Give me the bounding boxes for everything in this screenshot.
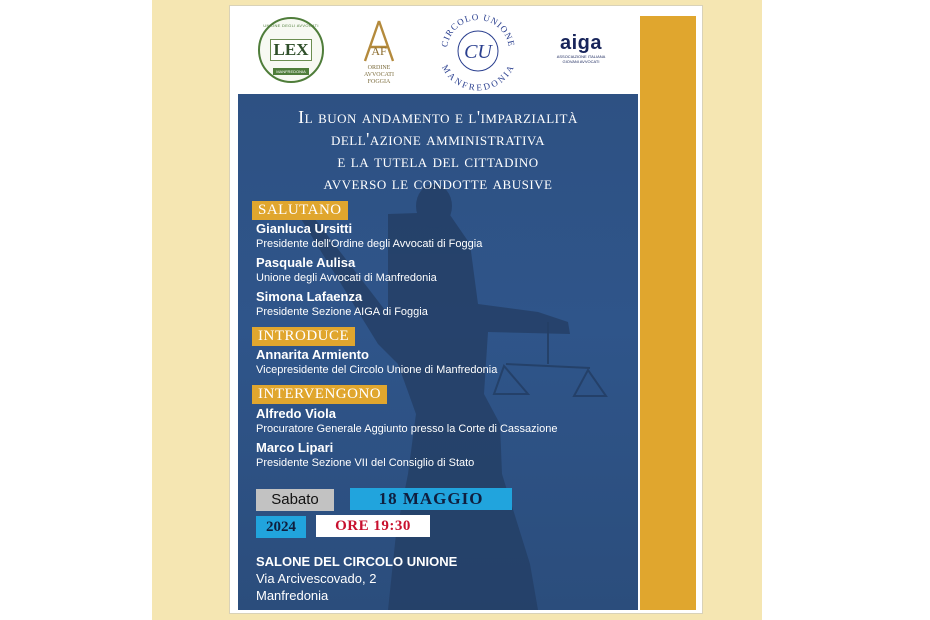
event-year: 2024 <box>256 516 306 538</box>
lex-logo-top-text: UNIONE DEGLI AVVOCATI <box>263 23 319 28</box>
speaker-name: Alfredo Viola <box>256 406 336 421</box>
lex-logo-text: LEX <box>270 39 313 61</box>
aiga-subtitle <box>557 54 606 64</box>
speaker-role: Vicepresidente del Circolo Unione di Manfredonia <box>256 364 498 376</box>
section-label-introduce: INTRODUCE <box>252 327 355 346</box>
speaker-role: Presidente Sezione AIGA di Foggia <box>256 306 428 318</box>
aiga-sub1: ASSOCIAZIONE ITALIANA <box>556 53 606 59</box>
title-line4: avverso le condotte abusive <box>323 173 553 193</box>
speaker-entry <box>256 289 428 320</box>
title-line1: Il buon andamento e l'imparzialità <box>298 107 578 127</box>
event-time: ORE 19:30 <box>316 515 430 537</box>
speaker-entry <box>256 221 482 252</box>
af-letters: AF <box>371 43 387 58</box>
venue-city: Manfredonia <box>256 588 329 603</box>
speaker-role: Presidente dell'Ordine degli Avvocati di Foggia <box>256 238 483 250</box>
section-label-salutano: SALUTANO <box>252 201 348 220</box>
aiga-logo <box>548 28 614 68</box>
af-line1: ORDINE <box>367 64 391 71</box>
svg-text:MANFREDONIA <box>440 63 516 92</box>
lex-logo <box>256 16 326 84</box>
speaker-name: Marco Lipari <box>256 440 334 455</box>
speaker-role: Unione degli Avvocati di Manfredonia <box>256 272 437 284</box>
poster-body <box>238 94 638 610</box>
venue-block <box>256 553 457 604</box>
aiga-wordmark: aiga <box>559 31 603 54</box>
event-date: 18 MAGGIO <box>350 488 512 510</box>
af-monogram-icon <box>359 19 399 65</box>
speaker-entry <box>256 347 497 378</box>
af-logo-text <box>364 65 394 86</box>
gold-side-bar <box>640 16 696 610</box>
speaker-entry <box>256 255 437 286</box>
event-day: Sabato <box>256 489 334 511</box>
venue-street: Via Arcivescovado, 2 <box>256 571 377 586</box>
logo-strip <box>230 6 640 94</box>
cu-arc-bottom: MANFREDONIA <box>439 62 517 92</box>
cu-letters: CU <box>464 41 492 63</box>
event-poster <box>229 5 703 614</box>
speaker-name: Simona Lafaenza <box>256 289 363 304</box>
section-label-intervengono: INTERVENGONO <box>252 385 387 404</box>
af-line2: AVVOCATI <box>364 71 394 78</box>
speaker-entry <box>256 406 557 437</box>
af-line3: FOGGIA <box>367 78 391 85</box>
venue-name: SALONE DEL CIRCOLO UNIONE <box>256 554 458 569</box>
circolo-unione-logo <box>430 10 526 92</box>
speaker-name: Annarita Armiento <box>256 347 369 362</box>
title-line2: dell'azione amministrativa <box>330 129 546 149</box>
speaker-name: Pasquale Aulisa <box>256 255 356 270</box>
speaker-role: Procuratore Generale Aggiunto presso la Corte di Cassazione <box>256 423 558 435</box>
speaker-name: Gianluca Ursitti <box>256 221 353 236</box>
aiga-sub2: GIOVANI AVVOCATI <box>562 58 600 64</box>
speaker-role: Presidente Sezione VII del Consiglio di Stato <box>256 457 475 469</box>
lex-logo-bottom-text: MANFREDONIA <box>273 68 309 75</box>
cu-arc-top: CIRCOLO UNIONE <box>439 11 517 48</box>
event-title <box>238 106 638 194</box>
circolo-unione-seal-icon <box>437 10 519 92</box>
ordine-avvocati-foggia-logo <box>356 14 402 90</box>
lex-seal-icon <box>258 17 324 83</box>
title-line3: e la tutela del cittadino <box>337 151 539 171</box>
speaker-entry <box>256 440 474 471</box>
